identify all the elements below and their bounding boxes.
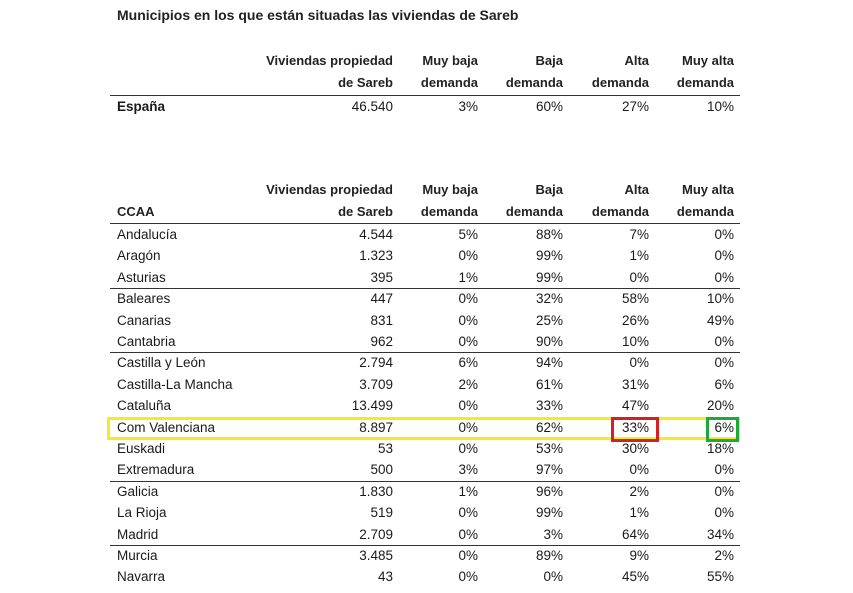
ccaa-name: Aragón — [117, 248, 161, 263]
ccaa-muy-baja: 5% — [458, 227, 478, 242]
ccaa-viviendas: 53 — [377, 441, 393, 456]
espana-muy-baja: 3% — [458, 99, 478, 114]
ccaa-baja: 61% — [535, 377, 563, 392]
header-muy-baja-line2: demanda — [420, 75, 478, 90]
ccaa-muy-baja: 0% — [458, 441, 478, 456]
ccaa-muy-alta: 34% — [706, 527, 734, 542]
ccaa-viviendas: 500 — [370, 462, 393, 477]
header-ccaa-muy-baja — [400, 179, 478, 223]
espana-name: España — [117, 99, 166, 114]
espana-baja: 60% — [535, 99, 563, 114]
header-ccaa-viviendas-line2: de Sareb — [338, 204, 393, 219]
ccaa-muy-baja: 0% — [458, 505, 478, 520]
header-ccaa-alta-line1: Alta — [624, 182, 649, 197]
ccaa-viviendas: 4.544 — [359, 227, 393, 242]
ccaa-alta: 7% — [629, 227, 649, 242]
ccaa-alta: 0% — [629, 270, 649, 285]
ccaa-name: Com Valenciana — [117, 420, 216, 435]
ccaa-baja: 89% — [535, 548, 563, 563]
ccaa-name: Andalucía — [117, 227, 178, 242]
ccaa-baja: 90% — [535, 334, 563, 349]
header-ccaa-muy-baja-line1: Muy baja — [422, 182, 478, 197]
ccaa-muy-baja: 3% — [458, 462, 478, 477]
ccaa-alta: 0% — [629, 462, 649, 477]
ccaa-name: Cataluña — [117, 398, 172, 413]
header-muy-alta-line2: demanda — [676, 75, 734, 90]
ccaa-viviendas: 962 — [370, 334, 393, 349]
ccaa-alta: 64% — [621, 527, 649, 542]
highlight-muy-alta-box — [706, 417, 739, 442]
ccaa-muy-baja: 0% — [458, 248, 478, 263]
ccaa-alta: 10% — [621, 334, 649, 349]
ccaa-muy-baja: 0% — [458, 527, 478, 542]
header-muy-baja — [400, 50, 478, 94]
espana-alta: 27% — [621, 99, 649, 114]
ccaa-viviendas: 13.499 — [351, 398, 393, 413]
ccaa-alta: 58% — [621, 291, 649, 306]
header-baja-line2: demanda — [505, 75, 563, 90]
ccaa-muy-baja: 2% — [458, 377, 478, 392]
header-viviendas-line2: de Sareb — [338, 75, 393, 90]
header-muy-baja-line1: Muy baja — [422, 53, 478, 68]
ccaa-muy-alta: 55% — [706, 569, 734, 584]
ccaa-alta: 2% — [629, 484, 649, 499]
ccaa-name: Murcia — [117, 548, 158, 563]
header-alta — [570, 50, 649, 94]
ccaa-muy-alta: 0% — [714, 248, 734, 263]
ccaa-muy-baja: 0% — [458, 420, 478, 435]
ccaa-baja: 25% — [535, 313, 563, 328]
ccaa-viviendas: 43 — [377, 569, 393, 584]
ccaa-alta: 33% — [621, 420, 649, 435]
ccaa-muy-baja: 6% — [458, 355, 478, 370]
ccaa-name: Euskadi — [117, 441, 166, 456]
header-ccaa-muy-baja-line2: demanda — [420, 204, 478, 219]
ccaa-muy-alta: 18% — [706, 441, 734, 456]
ccaa-alta: 1% — [629, 505, 649, 520]
ccaa-muy-alta: 6% — [714, 420, 734, 435]
header-muy-alta — [655, 50, 734, 94]
ccaa-alta: 9% — [629, 548, 649, 563]
ccaa-muy-alta: 0% — [714, 355, 734, 370]
ccaa-muy-alta: 0% — [714, 334, 734, 349]
ccaa-muy-alta: 0% — [714, 227, 734, 242]
ccaa-name: Madrid — [117, 527, 159, 542]
ccaa-viviendas: 1.830 — [359, 484, 393, 499]
ccaa-muy-alta: 6% — [714, 377, 734, 392]
ccaa-viviendas: 447 — [370, 291, 393, 306]
header-ccaa-baja-line2: demanda — [505, 204, 563, 219]
ccaa-viviendas: 2.794 — [359, 355, 393, 370]
ccaa-name: Castilla y León — [117, 355, 206, 370]
ccaa-alta: 0% — [629, 355, 649, 370]
ccaa-baja: 62% — [535, 420, 563, 435]
ccaa-alta: 1% — [629, 248, 649, 263]
ccaa-muy-alta: 0% — [714, 270, 734, 285]
ccaa-name: Extremadura — [117, 462, 195, 477]
header-ccaa-viviendas — [240, 179, 393, 223]
ccaa-alta: 47% — [621, 398, 649, 413]
header-viviendas — [240, 50, 393, 94]
ccaa-muy-baja: 0% — [458, 569, 478, 584]
header-ccaa — [117, 201, 177, 223]
ccaa-muy-baja: 0% — [458, 313, 478, 328]
header-ccaa-baja-line1: Baja — [535, 182, 563, 197]
ccaa-viviendas: 3.709 — [359, 377, 393, 392]
ccaa-muy-alta: 20% — [706, 398, 734, 413]
ccaa-muy-alta: 2% — [714, 548, 734, 563]
header-alta-line1: Alta — [624, 53, 649, 68]
header-ccaa-alta-line2: demanda — [591, 204, 649, 219]
ccaa-alta: 45% — [621, 569, 649, 584]
ccaa-baja: 0% — [543, 569, 563, 584]
ccaa-baja: 99% — [535, 248, 563, 263]
ccaa-muy-baja: 1% — [458, 484, 478, 499]
ccaa-baja: 97% — [535, 462, 563, 477]
header-ccaa-baja — [482, 179, 563, 223]
header-ccaa-muy-alta — [655, 179, 734, 223]
ccaa-muy-baja: 0% — [458, 398, 478, 413]
ccaa-alta: 26% — [621, 313, 649, 328]
espana-viviendas: 46.540 — [351, 99, 393, 114]
ccaa-baja: 99% — [535, 270, 563, 285]
ccaa-alta: 31% — [621, 377, 649, 392]
ccaa-baja: 32% — [535, 291, 563, 306]
ccaa-muy-baja: 0% — [458, 548, 478, 563]
highlight-alta-box — [611, 417, 659, 442]
ccaa-viviendas: 2.709 — [359, 527, 393, 542]
ccaa-muy-alta: 0% — [714, 462, 734, 477]
header-ccaa-label: CCAA — [117, 204, 155, 219]
ccaa-baja: 96% — [535, 484, 563, 499]
ccaa-muy-alta: 10% — [706, 291, 734, 306]
ccaa-viviendas: 831 — [370, 313, 393, 328]
ccaa-muy-baja: 1% — [458, 270, 478, 285]
header-alta-line2: demanda — [591, 75, 649, 90]
ccaa-viviendas: 395 — [370, 270, 393, 285]
ccaa-baja: 33% — [535, 398, 563, 413]
ccaa-baja: 53% — [535, 441, 563, 456]
header-ccaa-muy-alta-line1: Muy alta — [681, 182, 734, 197]
ccaa-muy-alta: 49% — [706, 313, 734, 328]
ccaa-baja: 94% — [535, 355, 563, 370]
ccaa-viviendas: 519 — [370, 505, 393, 520]
header-ccaa-viviendas-line1: Viviendas propiedad — [266, 182, 393, 197]
ccaa-name: Navarra — [117, 569, 166, 584]
header-ccaa-muy-alta-line2: demanda — [676, 204, 734, 219]
ccaa-alta: 30% — [621, 441, 649, 456]
ccaa-name: Galicia — [117, 484, 159, 499]
ccaa-viviendas: 3.485 — [359, 548, 393, 563]
ccaa-muy-baja: 0% — [458, 291, 478, 306]
espana-muy-alta: 10% — [706, 99, 734, 114]
ccaa-viviendas: 8.897 — [359, 420, 393, 435]
ccaa-name: Asturias — [117, 270, 166, 285]
ccaa-baja: 88% — [535, 227, 563, 242]
header-ccaa-alta — [570, 179, 649, 223]
header-viviendas-line1: Viviendas propiedad — [266, 53, 393, 68]
ccaa-name: Cantabria — [117, 334, 176, 349]
ccaa-viviendas: 1.323 — [359, 248, 393, 263]
ccaa-name: Canarias — [117, 313, 172, 328]
page-title: Municipios en los que están situadas las viviendas de Sareb — [117, 7, 519, 23]
header-baja-line1: Baja — [535, 53, 563, 68]
header-muy-alta-line1: Muy alta — [681, 53, 734, 68]
ccaa-name: Baleares — [117, 291, 171, 306]
ccaa-baja: 99% — [535, 505, 563, 520]
ccaa-muy-alta: 0% — [714, 505, 734, 520]
header-baja — [482, 50, 563, 94]
ccaa-baja: 3% — [543, 527, 563, 542]
ccaa-muy-alta: 0% — [714, 484, 734, 499]
ccaa-name: Castilla-La Mancha — [117, 377, 233, 392]
ccaa-name: La Rioja — [117, 505, 167, 520]
ccaa-muy-baja: 0% — [458, 334, 478, 349]
